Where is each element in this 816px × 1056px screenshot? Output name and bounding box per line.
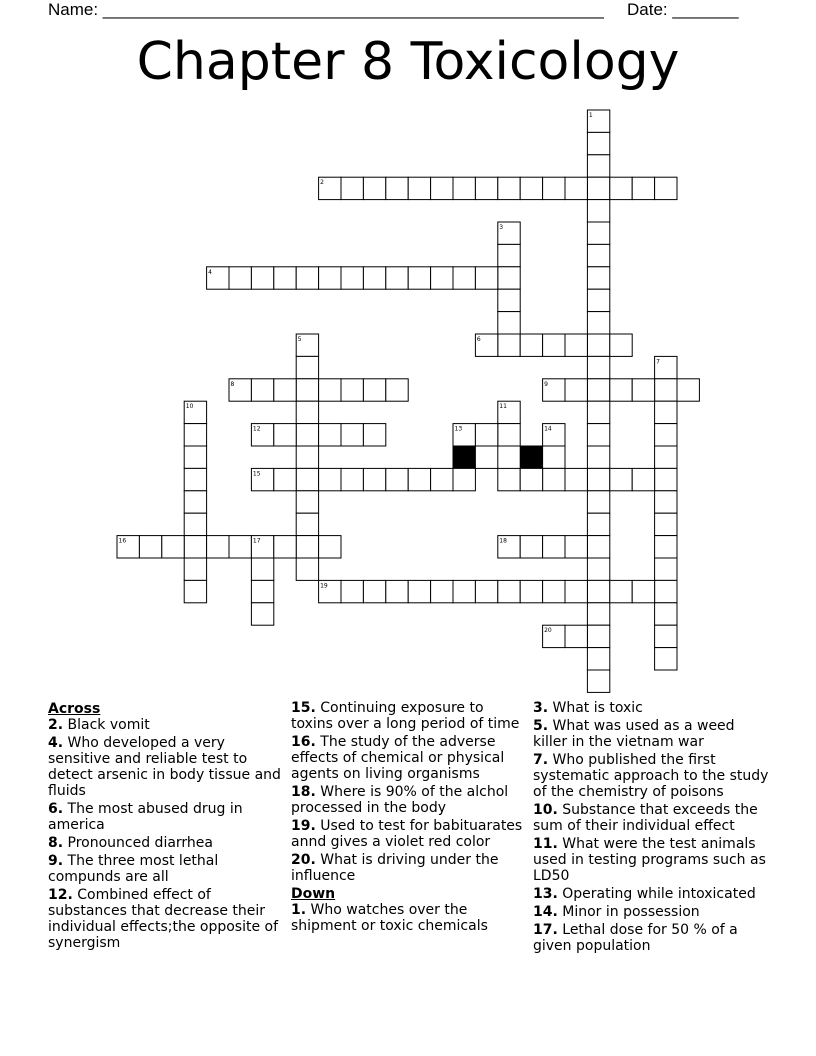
clue-number-label: 3 — [499, 224, 504, 231]
grid-cell[interactable] — [543, 446, 565, 468]
clue-number: 2. — [48, 717, 64, 733]
clue-text: Who published the first systematic approach to the study of the chemistry of poisons — [533, 752, 769, 800]
clue-number: 13. — [533, 886, 558, 902]
grid-cell[interactable] — [587, 536, 609, 558]
grid-cell[interactable] — [475, 267, 497, 289]
clue-text: Minor in possession — [562, 904, 700, 920]
clue-down-5 — [533, 718, 773, 750]
grid-cell[interactable] — [655, 625, 677, 647]
grid-cell[interactable] — [453, 580, 475, 602]
clue-number: 4. — [48, 735, 64, 751]
grid-cell[interactable] — [587, 222, 609, 244]
clue-text: Where is 90% of the alchol processed in the body — [291, 784, 509, 816]
name-field[interactable]: Name: _____________________________________________________ — [48, 0, 604, 19]
clue-down-14 — [533, 904, 773, 920]
grid-cell[interactable] — [363, 468, 385, 490]
grid-cell[interactable] — [363, 580, 385, 602]
grid-cell[interactable] — [655, 424, 677, 446]
clue-down-7 — [533, 752, 773, 800]
clue-number-label: 20 — [544, 627, 552, 635]
grid-cell[interactable] — [587, 468, 609, 490]
clue-text: Pronounced diarrhea — [67, 835, 213, 851]
clue-across-2 — [48, 717, 284, 733]
grid-cell[interactable] — [475, 177, 497, 199]
grid-cell[interactable] — [431, 267, 453, 289]
clue-across-9 — [48, 853, 284, 885]
grid-cell[interactable] — [296, 513, 318, 535]
grid-cell[interactable] — [341, 580, 363, 602]
clue-text: The study of the adverse effects of chemical or physical agents on living organisms — [291, 734, 505, 782]
grid-cell[interactable] — [610, 580, 632, 602]
grid-cell[interactable] — [498, 312, 520, 334]
grid-cell[interactable] — [251, 379, 273, 401]
clue-text: The most abused drug in america — [48, 801, 243, 833]
grid-cell[interactable] — [475, 580, 497, 602]
grid-cell[interactable] — [139, 536, 161, 558]
grid-cell[interactable] — [520, 177, 542, 199]
grid-cell[interactable] — [296, 401, 318, 423]
grid-cell[interactable] — [296, 491, 318, 513]
grid-cell[interactable] — [408, 267, 430, 289]
grid-cell[interactable] — [520, 580, 542, 602]
clue-number: 3. — [533, 700, 549, 716]
clue-text: Substance that exceeds the sum of their individual effect — [533, 802, 758, 834]
grid-cell[interactable] — [655, 558, 677, 580]
clue-number-label: 4 — [208, 268, 212, 276]
grid-cell[interactable] — [251, 267, 273, 289]
clue-number: 20. — [291, 852, 316, 868]
grid-cell[interactable] — [251, 558, 273, 580]
grid-cell[interactable] — [565, 334, 587, 356]
grid-cell[interactable] — [632, 379, 654, 401]
clue-down-10 — [533, 802, 773, 834]
grid-cell[interactable] — [274, 267, 296, 289]
page-title: Chapter 8 Toxicology — [136, 32, 680, 92]
grid-cell[interactable] — [431, 177, 453, 199]
grid-cell[interactable] — [296, 536, 318, 558]
grid-cell[interactable] — [565, 580, 587, 602]
clue-text: What is toxic — [552, 700, 643, 716]
clue-number: 8. — [48, 835, 64, 851]
grid-cell[interactable] — [543, 536, 565, 558]
black-cell — [453, 446, 475, 468]
grid-cell[interactable] — [229, 536, 251, 558]
grid-cell[interactable] — [341, 177, 363, 199]
clue-down-3 — [533, 700, 773, 716]
clue-number: 19. — [291, 818, 316, 834]
clue-text: Continuing exposure to toxins over a long period of time — [291, 700, 520, 732]
grid-cell[interactable] — [296, 424, 318, 446]
clue-number-label: 10 — [185, 403, 194, 411]
grid-cell[interactable] — [408, 177, 430, 199]
grid-cell[interactable] — [498, 244, 520, 266]
grid-cell[interactable] — [386, 267, 408, 289]
clue-across-8 — [48, 835, 284, 851]
clue-down-17 — [533, 922, 773, 954]
grid-cell[interactable] — [655, 401, 677, 423]
grid-cell[interactable] — [587, 670, 609, 692]
grid-cell[interactable] — [587, 267, 609, 289]
grid-cell[interactable] — [498, 334, 520, 356]
clue-number: 6. — [48, 801, 64, 817]
grid-cell[interactable] — [587, 155, 609, 177]
grid-cell[interactable] — [341, 379, 363, 401]
grid-cell[interactable] — [498, 424, 520, 446]
grid-cell[interactable] — [587, 244, 609, 266]
grid-cell[interactable] — [565, 536, 587, 558]
clue-number-label: 17 — [252, 537, 261, 545]
grid-cell[interactable] — [655, 379, 677, 401]
clue-number: 7. — [533, 752, 549, 768]
grid-cell[interactable] — [632, 468, 654, 490]
clue-number: 1. — [291, 902, 307, 918]
clue-number: 12. — [48, 887, 73, 903]
grid-cell[interactable] — [655, 468, 677, 490]
grid-cell[interactable] — [677, 379, 699, 401]
grid-cell[interactable] — [319, 424, 341, 446]
grid-cell[interactable] — [184, 446, 206, 468]
clue-text: The three most lethal compunds are all — [48, 853, 219, 885]
clue-number-label: 15 — [252, 470, 261, 478]
grid-cell[interactable] — [565, 379, 587, 401]
clue-number-label: 19 — [320, 582, 328, 590]
grid-cell[interactable] — [587, 401, 609, 423]
grid-cell[interactable] — [386, 379, 408, 401]
clue-number-label: 18 — [499, 537, 507, 545]
clue-number: 5. — [533, 718, 549, 734]
grid-cell[interactable] — [207, 536, 229, 558]
grid-cell[interactable] — [520, 536, 542, 558]
grid-cell[interactable] — [543, 468, 565, 490]
clue-across-6 — [48, 801, 284, 833]
clue-text: Lethal dose for 50 % of a given population — [533, 922, 738, 954]
clue-across-15 — [291, 700, 527, 732]
grid-cell[interactable] — [520, 334, 542, 356]
clue-text: Operating while intoxicated — [562, 886, 756, 902]
grid-cell[interactable] — [565, 625, 587, 647]
grid-cell[interactable] — [363, 177, 385, 199]
clue-column-3 — [533, 700, 773, 956]
clue-number-label: 7 — [656, 358, 660, 366]
grid-cell[interactable] — [475, 446, 497, 468]
grid-cell[interactable] — [184, 491, 206, 513]
grid-cell[interactable] — [587, 603, 609, 625]
clue-across-4 — [48, 735, 284, 799]
clue-number-label: 13 — [454, 425, 463, 433]
clue-number: 16. — [291, 734, 316, 750]
grid-cell[interactable] — [453, 267, 475, 289]
grid-cell[interactable] — [274, 468, 296, 490]
clue-number-label: 9 — [544, 380, 548, 388]
clue-text: What were the test animals used in testing programs such as LD50 — [533, 836, 766, 884]
grid-cell[interactable] — [453, 468, 475, 490]
grid-cell[interactable] — [184, 558, 206, 580]
grid-cell[interactable] — [655, 491, 677, 513]
grid-cell[interactable] — [587, 132, 609, 154]
clue-number-label: 16 — [118, 537, 127, 545]
clue-down-13 — [533, 886, 773, 902]
grid-cell[interactable] — [319, 468, 341, 490]
grid-cell[interactable] — [610, 468, 632, 490]
clue-across-19 — [291, 818, 527, 850]
grid-cell[interactable] — [655, 513, 677, 535]
clue-across-12 — [48, 887, 284, 951]
grid-cell[interactable] — [498, 468, 520, 490]
clue-number-label: 1 — [588, 112, 593, 119]
clue-number: 18. — [291, 784, 316, 800]
grid-cell[interactable] — [610, 379, 632, 401]
clue-number-label: 2 — [320, 179, 324, 187]
grid-cell[interactable] — [386, 468, 408, 490]
clue-across-20 — [291, 852, 527, 884]
grid-cell[interactable] — [543, 334, 565, 356]
clue-column-1 — [48, 700, 284, 953]
grid-cell[interactable] — [386, 580, 408, 602]
grid-cell[interactable] — [565, 177, 587, 199]
grid-cell[interactable] — [296, 267, 318, 289]
grid-cell[interactable] — [655, 580, 677, 602]
clue-text: Who watches over the shipment or toxic chemicals — [291, 902, 488, 934]
grid-cell[interactable] — [341, 468, 363, 490]
clue-text: Used to test for babituarates annd gives a violet red color — [291, 818, 523, 850]
grid-cell[interactable] — [632, 177, 654, 199]
grid-cell[interactable] — [587, 312, 609, 334]
grid-cell[interactable] — [655, 446, 677, 468]
grid-cell[interactable] — [587, 558, 609, 580]
grid-cell[interactable] — [363, 424, 385, 446]
grid-cell[interactable] — [296, 446, 318, 468]
grid-cell[interactable] — [319, 536, 341, 558]
grid-cell[interactable] — [251, 603, 273, 625]
grid-cell[interactable] — [453, 177, 475, 199]
clue-across-16 — [291, 734, 527, 782]
grid-cell[interactable] — [587, 379, 609, 401]
grid-cell[interactable] — [587, 289, 609, 311]
grid-cell[interactable] — [587, 648, 609, 670]
grid-cell[interactable] — [587, 625, 609, 647]
clue-number-label: 14 — [544, 425, 552, 433]
down-header: Down — [291, 886, 336, 902]
grid-cell[interactable] — [184, 536, 206, 558]
grid-cell[interactable] — [363, 379, 385, 401]
grid-cell[interactable] — [319, 267, 341, 289]
clue-number-label: 5 — [297, 336, 302, 343]
grid-cell[interactable] — [655, 177, 677, 199]
grid-cell[interactable] — [655, 648, 677, 670]
grid-cell[interactable] — [184, 424, 206, 446]
grid-cell[interactable] — [229, 267, 251, 289]
grid-cell[interactable] — [296, 468, 318, 490]
clue-number: 9. — [48, 853, 64, 869]
grid-cell[interactable] — [587, 580, 609, 602]
grid-cell[interactable] — [184, 513, 206, 535]
clue-down-1 — [291, 902, 527, 934]
grid-cell[interactable] — [587, 177, 609, 199]
grid-cell[interactable] — [587, 446, 609, 468]
clue-across-18 — [291, 784, 527, 816]
clue-number: 17. — [533, 922, 558, 938]
grid-cell[interactable] — [296, 558, 318, 580]
clue-text: Black vomit — [67, 717, 150, 733]
clue-text: What was used as a weed killer in the vietnam war — [533, 718, 735, 750]
clue-number-label: 11 — [499, 403, 507, 411]
grid-cell[interactable] — [431, 468, 453, 490]
grid-cell[interactable] — [543, 177, 565, 199]
grid-cell[interactable] — [475, 424, 497, 446]
grid-cell[interactable] — [296, 379, 318, 401]
clue-text: What is driving under the influence — [291, 852, 499, 884]
clue-number: 11. — [533, 836, 558, 852]
grid-cell[interactable] — [587, 334, 609, 356]
grid-cell[interactable] — [274, 536, 296, 558]
clue-number: 15. — [291, 700, 316, 716]
date-field[interactable]: Date: _______ — [627, 0, 739, 19]
grid-cell[interactable] — [162, 536, 184, 558]
clue-number-label: 12 — [252, 425, 261, 433]
grid-cell[interactable] — [341, 267, 363, 289]
grid-cell[interactable] — [543, 580, 565, 602]
grid-cell[interactable] — [408, 580, 430, 602]
grid-cell[interactable] — [498, 177, 520, 199]
grid-cell[interactable] — [184, 580, 206, 602]
grid-cell[interactable] — [274, 424, 296, 446]
grid-cell[interactable] — [587, 200, 609, 222]
clue-down-11 — [533, 836, 773, 884]
clue-number-label: 6 — [476, 336, 481, 343]
clue-number: 10. — [533, 802, 558, 818]
grid-cell[interactable] — [296, 356, 318, 378]
grid-cell[interactable] — [520, 468, 542, 490]
clue-text: Who developed a very sensitive and reliable test to detect arsenic in body tissue and fluids — [48, 735, 281, 799]
grid-cell[interactable] — [610, 177, 632, 199]
clue-text: Combined effect of substances that decrease their individual effects;the opposite of synergism — [48, 887, 279, 951]
grid-cell[interactable] — [498, 580, 520, 602]
grid-cell[interactable] — [431, 580, 453, 602]
grid-cell[interactable] — [274, 379, 296, 401]
grid-cell[interactable] — [408, 468, 430, 490]
grid-cell[interactable] — [587, 424, 609, 446]
grid-cell[interactable] — [655, 603, 677, 625]
clue-column-2 — [291, 700, 527, 936]
clue-number: 14. — [533, 904, 558, 920]
grid-cell[interactable] — [498, 289, 520, 311]
grid-cell[interactable] — [632, 580, 654, 602]
grid-cell[interactable] — [498, 267, 520, 289]
clue-number-label: 8 — [230, 380, 235, 388]
grid-cell[interactable] — [655, 536, 677, 558]
grid-cell[interactable] — [386, 177, 408, 199]
grid-cell[interactable] — [587, 356, 609, 378]
grid-cell[interactable] — [565, 468, 587, 490]
grid-cell[interactable] — [610, 334, 632, 356]
grid-cell[interactable] — [184, 468, 206, 490]
grid-cell[interactable] — [319, 379, 341, 401]
grid-cell[interactable] — [587, 513, 609, 535]
grid-cell[interactable] — [251, 580, 273, 602]
grid-cell[interactable] — [363, 267, 385, 289]
across-header: Across — [48, 701, 101, 717]
grid-cell[interactable] — [587, 491, 609, 513]
grid-cell[interactable] — [341, 424, 363, 446]
black-cell — [520, 446, 542, 468]
